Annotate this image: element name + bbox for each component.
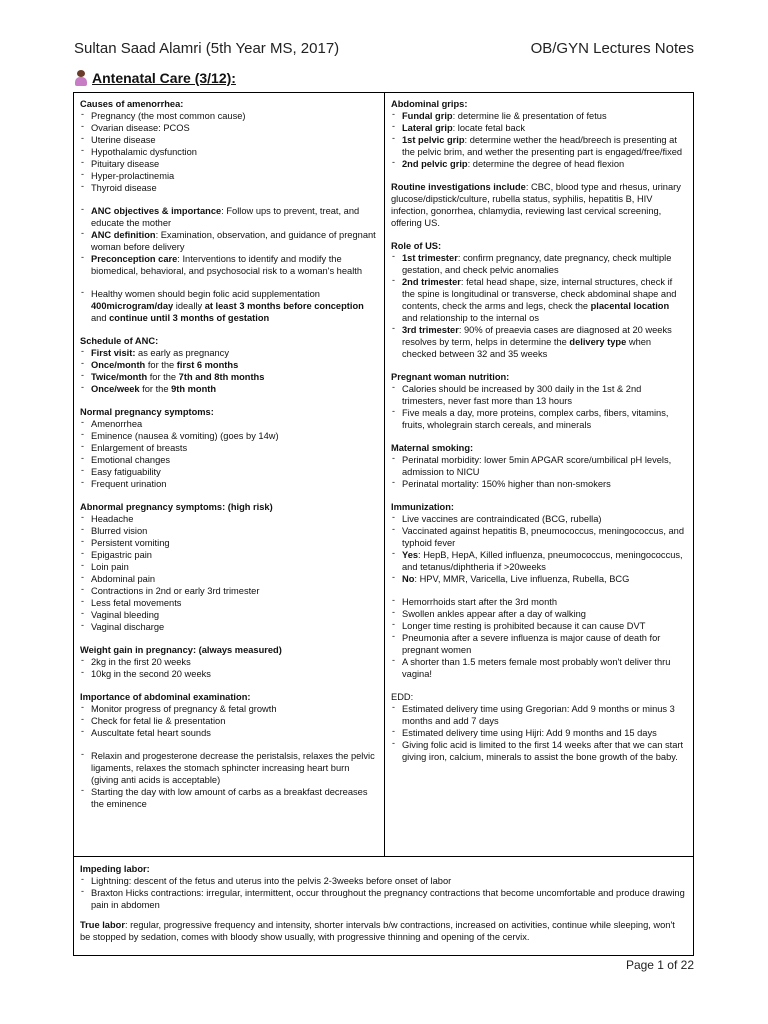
impeding-labor-heading: Impeding labor: — [80, 864, 150, 874]
list-item: - Perinatal morbidity: lower 5min APGAR score/umbilical pH levels, admission to NICU — [391, 454, 687, 478]
list-item: - Ovarian disease: PCOS — [80, 122, 378, 134]
list-item: - Live vaccines are contraindicated (BCG, rubella) — [391, 513, 687, 525]
list-item: - Vaginal bleeding — [80, 609, 378, 621]
list-item: - 2kg in the first 20 weeks — [80, 656, 378, 668]
routine-investigations — [391, 181, 687, 229]
list-item: - Vaccinated against hepatitis B, pneumococcus, meningococcus, and typhoid fever — [391, 525, 687, 549]
list-item: - Starting the day with low amount of carbs as a breakfast decreases the eminence — [80, 786, 378, 810]
vaccine-no-label: No — [402, 574, 415, 584]
trimester-label: 2nd trimester — [402, 277, 461, 287]
anc-definition-label: ANC definition — [91, 230, 156, 240]
list-item: - Amenorrhea — [80, 418, 378, 430]
list-item — [391, 122, 687, 134]
preconception-label: Preconception care — [91, 254, 178, 264]
list-item: - Hypothalamic dysfunction — [80, 146, 378, 158]
grip-text: : determine lie & presentation of fetus — [452, 111, 607, 121]
grip-label: 2nd pelvic grip — [402, 159, 468, 169]
schedule-bold: 7th and 8th months — [178, 372, 265, 382]
grips-section — [391, 98, 687, 170]
grip-text: : determine wether the head/breech is presenting at the pelvic brim, and wether the presenting part is engaged/free/fixed — [402, 135, 683, 157]
list-item: - Loin pain — [80, 561, 378, 573]
ultrasound-section — [391, 240, 687, 360]
list-item: - Calories should be increased by 300 daily in the 1st & 2nd trimesters, never fast more than 13 hours — [391, 383, 687, 407]
smoking-heading: Maternal smoking: — [391, 443, 474, 453]
list-item — [391, 252, 687, 276]
notes-table — [73, 92, 694, 857]
trimester-text: : 90% of preaevia cases are diagnosed at 20 weeks resolves by term, helps in determine the — [402, 325, 672, 347]
list-item: - Headache — [80, 513, 378, 525]
list-item: - Lightning: descent of the fetus and uterus into the pelvis 2-3weeks before onset of labor — [80, 875, 687, 887]
list-item: - Longer time resting is prohibited because it can cause DVT — [391, 620, 687, 632]
list-item: - Braxton Hicks contractions: irregular, intermittent, occur throughout the pregnancy contractions that become uncomfortable and produce drawing pain in abdomen — [80, 887, 687, 911]
smoking-section — [391, 442, 687, 490]
grip-text: : determine the degree of head flexion — [467, 159, 625, 169]
folic-text: Healthy women should begin folic acid supplementation — [91, 289, 320, 299]
anc-section — [80, 205, 378, 277]
list-item: - A shorter than 1.5 meters female most probably won't deliver thru vagina! — [391, 656, 687, 680]
trimester-text: when checked between 32 and 35 weeks — [402, 337, 652, 359]
normal-symptoms-heading: Normal pregnancy symptoms: — [80, 407, 214, 417]
vaccine-no-text: : HPV, MMR, Varicella, Live influenza, Rubella, BCG — [414, 574, 630, 584]
trimester-text: and relationship to the internal os — [402, 313, 539, 323]
list-item: - Estimated delivery time using Gregorian: Add 9 months or minus 3 months and add 7 days — [391, 703, 687, 727]
folic-end: continue until 3 months of gestation — [109, 313, 270, 323]
schedule-bold: First visit: — [91, 348, 136, 358]
immunization-heading: Immunization: — [391, 502, 455, 512]
schedule-text: as early as pregnancy — [135, 348, 229, 358]
list-item: - Epigastric pain — [80, 549, 378, 561]
list-item: - Contractions in 2nd or early 3rd trimester — [80, 585, 378, 597]
list-item: - Easy fatiguability — [80, 466, 378, 478]
list-item — [391, 110, 687, 122]
grip-label: Lateral grip — [402, 123, 453, 133]
grip-label: Fundal grip — [402, 111, 453, 121]
labor-box — [73, 856, 694, 956]
list-item: - Pregnancy (the most common cause) — [80, 110, 378, 122]
trimester-label: 1st trimester — [402, 253, 458, 263]
routine-label: Routine investigations include — [391, 182, 526, 192]
schedule-bold: Once/week — [91, 384, 140, 394]
list-item: - Vaginal discharge — [80, 621, 378, 633]
immunization-section — [391, 501, 687, 585]
true-labor — [80, 919, 687, 943]
impeding-labor-section — [80, 863, 687, 911]
list-item: - Relaxin and progesterone decrease the peristalsis, relaxes the pelvic ligaments, relaxes the stomach sphincter increasing heart burn (giving anti acids is acceptable) — [80, 750, 378, 786]
folic-text: ideally — [173, 301, 205, 311]
list-item — [391, 573, 687, 585]
abnormal-symptoms-heading: Abnormal pregnancy symptoms: (high risk) — [80, 502, 273, 512]
trimester-text: : fetal head shape, size, internal structures, check if the spine is longitudinal or transverse, check abdominal shape and contents, check the arms and legs, check the — [402, 277, 677, 311]
list-item: - Thyroid disease — [80, 182, 378, 194]
list-item: - Monitor progress of pregnancy & fetal growth — [80, 703, 378, 715]
page-number: Page 1 of 22 — [625, 958, 694, 972]
amenorrhea-section — [80, 98, 378, 194]
list-item — [80, 229, 378, 253]
abdominal-exam-heading: Importance of abdominal examination: — [80, 692, 251, 702]
grips-heading: Abdominal grips: — [391, 99, 468, 109]
pregnant-woman-icon — [74, 70, 88, 86]
amenorrhea-heading: Causes of amenorrhea: — [80, 99, 184, 109]
list-item — [80, 205, 378, 229]
trimester-bold: placental location — [590, 301, 670, 311]
list-item — [391, 324, 687, 360]
header-course: OB/GYN Lectures Notes — [530, 40, 694, 57]
right-misc-section — [391, 596, 687, 680]
grip-text: : locate fetal back — [452, 123, 525, 133]
section-title-text: Antenatal Care (3/12): — [92, 70, 236, 86]
list-item: - Estimated delivery time using Hijri: Add 9 months and 15 days — [391, 727, 687, 739]
true-labor-text: : regular, progressive frequency and intensity, shorter intervals b/w contractions, increased on activities, continue while sleeping, won't be stopped by sedation, comes with bloody show usually, with progressive thinning and opening of the cervix. — [80, 920, 675, 942]
list-item: - Blurred vision — [80, 525, 378, 537]
preconception-text: : Interventions to identify and modify the biomedical, behavioral, and psychosocial risk to a woman's health — [91, 254, 363, 276]
schedule-text: for the — [147, 372, 179, 382]
list-item: - Enlargement of breasts — [80, 442, 378, 454]
weight-gain-section — [80, 644, 378, 680]
list-item: - Eminence (nausea & vomiting) (goes by 14w) — [80, 430, 378, 442]
schedule-bold: Once/month — [91, 360, 146, 370]
trimester-label: 3rd trimester — [402, 325, 459, 335]
folic-dose: 400microgram/day — [91, 301, 174, 311]
list-item: - Persistent vomiting — [80, 537, 378, 549]
true-labor-label: True labor — [80, 920, 125, 930]
list-item — [80, 253, 378, 277]
schedule-bold: Twice/month — [91, 372, 148, 382]
schedule-text: for the — [145, 360, 177, 370]
nutrition-section — [391, 371, 687, 431]
list-item — [391, 158, 687, 170]
list-item: - Hyper-prolactinemia — [80, 170, 378, 182]
normal-symptoms-section — [80, 406, 378, 490]
list-item: - Emotional changes — [80, 454, 378, 466]
anc-objectives-label: ANC objectives & importance — [91, 206, 222, 216]
right-column — [385, 93, 693, 856]
abnormal-symptoms-section — [80, 501, 378, 633]
routine-text: : CBC, blood type and rhesus, urinary glucose/dipstick/culture, rubella status, syphilis, hepatitis B, HIV infection, gonorrhea, chlamydia, reviewing last cervical screening, offering US. — [391, 182, 681, 228]
folic-section — [80, 288, 378, 324]
list-item: - Check for fetal lie & presentation — [80, 715, 378, 727]
routine-investigations-section — [391, 181, 687, 229]
list-item: - Pituitary disease — [80, 158, 378, 170]
list-item: - Auscultate fetal heart sounds — [80, 727, 378, 739]
list-item — [80, 347, 378, 359]
schedule-bold: first 6 months — [176, 360, 239, 370]
ultrasound-heading: Role of US: — [391, 241, 442, 251]
list-item: - Abdominal pain — [80, 573, 378, 585]
list-item: - Uterine disease — [80, 134, 378, 146]
schedule-bold: 9th month — [171, 384, 217, 394]
list-item — [80, 383, 378, 395]
list-item: - Hemorrhoids start after the 3rd month — [391, 596, 687, 608]
left-misc-section — [80, 750, 378, 810]
trimester-bold: delivery type — [569, 337, 627, 347]
list-item — [80, 371, 378, 383]
schedule-heading: Schedule of ANC: — [80, 336, 159, 346]
edd-heading: EDD: — [391, 692, 414, 702]
schedule-section — [80, 335, 378, 395]
list-item: - Frequent urination — [80, 478, 378, 490]
list-item — [391, 134, 687, 158]
anc-definition-text: : Examination, observation, and guidance of pregnant woman before delivery — [91, 230, 376, 252]
grip-label: 1st pelvic grip — [402, 135, 465, 145]
abdominal-exam-section — [80, 691, 378, 739]
list-item: - Swollen ankles appear after a day of walking — [391, 608, 687, 620]
list-item — [80, 359, 378, 371]
list-item — [391, 276, 687, 324]
left-column — [74, 93, 385, 856]
folic-text: and — [91, 313, 110, 323]
list-item: - 10kg in the second 20 weeks — [80, 668, 378, 680]
edd-section — [391, 691, 687, 763]
list-item: - Pneumonia after a severe influenza is major cause of death for pregnant women — [391, 632, 687, 656]
list-item: - Less fetal movements — [80, 597, 378, 609]
header-author: Sultan Saad Alamri (5th Year MS, 2017) — [74, 40, 340, 57]
vaccine-yes-label: Yes — [402, 550, 419, 560]
weight-gain-heading: Weight gain in pregnancy: (always measured) — [80, 645, 282, 655]
list-item: - Five meals a day, more proteins, complex carbs, fibers, vitamins, fruits, wholegrain starch cereals, and minerals — [391, 407, 687, 431]
trimester-text: : confirm pregnancy, date pregnancy, check multiple gestation, and check pelvic anomalies — [402, 253, 672, 275]
vaccine-yes-text: : HepB, HepA, Killed influenza, pneumococcus, meningococcus, and tetanus/diphtheria if >20weeks — [402, 550, 683, 572]
schedule-text: for the — [139, 384, 172, 394]
folic-start: at least 3 months before conception — [204, 301, 364, 311]
list-item: - Giving folic acid is limited to the first 14 weeks after that we can start giving iron, calcium, minerals to assist the bone growth of the baby. — [391, 739, 687, 763]
list-item — [391, 549, 687, 573]
nutrition-heading: Pregnant woman nutrition: — [391, 372, 510, 382]
section-title — [74, 70, 236, 86]
list-item: - Perinatal mortality: 150% higher than non-smokers — [391, 478, 687, 490]
list-item — [80, 288, 378, 324]
anc-objectives-text: : Follow ups to prevent, treat, and educate the mother — [91, 206, 360, 228]
